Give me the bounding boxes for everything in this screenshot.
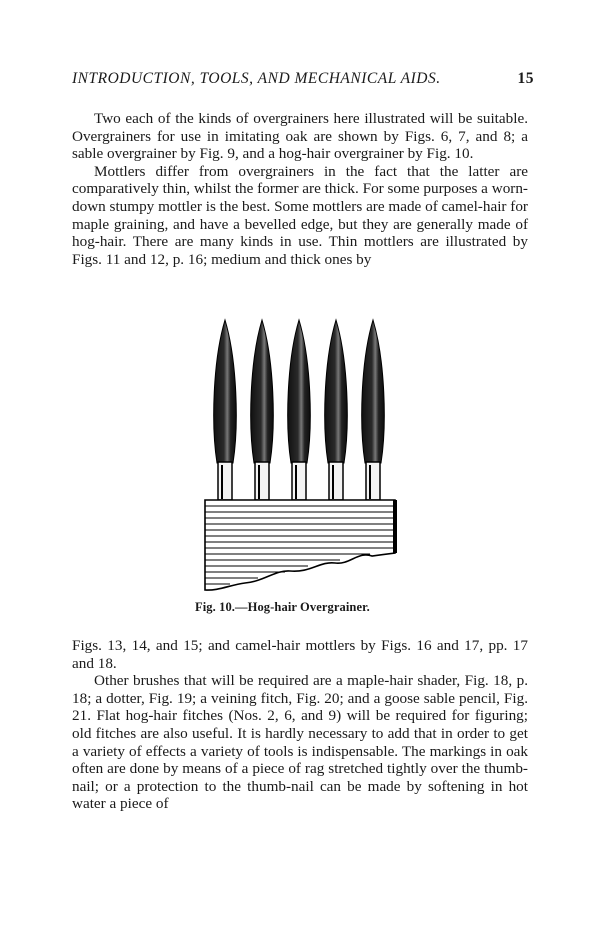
wooden-stock xyxy=(205,500,395,590)
paragraph-continuation: Figs. 13, 14, and 15; and camel-hair mottlers by Figs. 16 and 17, pp. 17 and 18. xyxy=(72,637,528,672)
paragraph-mottlers: Mottlers differ from overgrainers in the fact that the latter are comparatively thin, whilst the former are thick. For some purposes a worn-down stumpy mottler is the best. Some mottlers are made of camel-hair for maple graining, and have a bevelled edge, but they are generally made of hog-hair. There are many kinds in use. Thin mottlers are illustrated by Figs. 11 and 12, p. 16; medium and thick ones by xyxy=(72,162,528,268)
running-header xyxy=(72,70,534,88)
hog-hair-overgrainer-illustration xyxy=(190,315,420,605)
figure-caption: Fig. 10.—Hog-hair Overgrainer. xyxy=(195,600,370,614)
bristle-tufts xyxy=(214,320,385,500)
page-number: 15 xyxy=(517,70,534,87)
text-block-bottom xyxy=(72,637,528,813)
paragraph-other-brushes: Other brushes that will be required are a maple-hair shader, Fig. 18, p. 18; a dotter, Fig. 19; a veining fitch, Fig. 20; and a goose sable pencil, Fig. 21. Flat hog-hair fitches (Nos. 2, 6, and 9) will be required for figuring; old fitches are also useful. It is hardly necessary to add that in order to get a variety of effects a variety of tools is indispensable. The markings in oak often are done by means of a piece of rag stretched tightly over the thumb-nail; or a protection to the thumb-nail can be made by softening in hot water a piece of xyxy=(72,672,528,813)
text-block-top xyxy=(72,110,528,268)
header-title: INTRODUCTION, TOOLS, AND MECHANICAL AIDS. xyxy=(72,70,441,87)
paragraph-overgrainers: Two each of the kinds of overgrainers here illustrated will be suitable. Overgrainers for use in imitating oak are shown by Figs. 6, 7, and 8; a sable overgrainer by Fig. 9, and a hog-hair overgrainer by Fig. 10. xyxy=(72,110,528,163)
